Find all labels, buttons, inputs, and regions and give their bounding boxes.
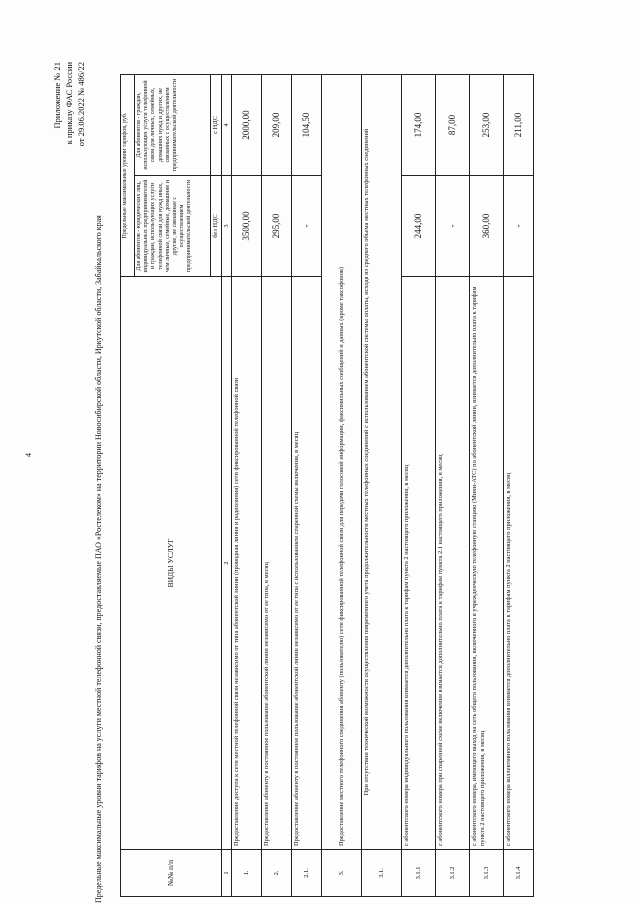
- value-vat-incl: 253,00: [470, 75, 504, 176]
- table-row: [322, 75, 362, 897]
- value-vat-incl: 209,00: [262, 75, 292, 176]
- row-text: Предоставление абоненту в постоянное пользование абонентской линии независимо от ее типа, в месяц: [262, 277, 292, 850]
- table-row: [232, 75, 262, 897]
- appendix-line1: Приложение № 21: [52, 62, 62, 129]
- value-vat-excl: -: [292, 176, 322, 277]
- table-row: [470, 75, 504, 897]
- value-vat-excl: -: [436, 176, 470, 277]
- table-row: [292, 75, 322, 897]
- value-vat-excl: -: [504, 176, 534, 277]
- appendix-line3: от 29.06.2022 № 486/22: [76, 62, 86, 147]
- index-cell: 4: [221, 75, 232, 176]
- header-limits: Предельные максимальные уровни тарифов, руб.: [121, 75, 135, 277]
- row-number: 3.1.3: [470, 850, 504, 897]
- value-vat-incl: 211,00: [504, 75, 534, 176]
- row-number: 2.1.: [292, 850, 322, 897]
- table-caption: Предельные максимальные уровни тарифов на услуги местной телефонной связи, предоставляемые ПАО «Ростелеком» на территории Новосибирской области, Иркутской области, Забайкальского края: [94, 215, 103, 903]
- value-vat-excl: 244,00: [402, 176, 436, 277]
- appendix-line2: к приказу ФАС России: [64, 62, 74, 145]
- row-text: с абонентского номера, имеющего выход на сеть общего пользования, включенного в учрежденческую телефонную станцию (Мини-АТС) по абонентской линии, взимается дополнительно плата к тарифам пункта 2 настоящего приложения, в месяц: [470, 277, 504, 850]
- row-text: Предоставление местного телефонного соединения абоненту (пользователю) сети фиксированной телефонной связи для передачи голосовой информации, факсимильных сообщений и данных (кроме таксофонов): [322, 75, 362, 850]
- header-vat-incl: с НДС: [211, 75, 222, 176]
- header-num: №№ п/п: [121, 850, 222, 897]
- table-row: [362, 75, 402, 897]
- value-vat-excl: 295,00: [262, 176, 292, 277]
- value-vat-incl: 2000,00: [232, 75, 262, 176]
- tariff-table: [120, 74, 534, 897]
- row-number: 1.: [232, 850, 262, 897]
- index-cell: 1: [221, 850, 232, 897]
- header-services: ВИДЫ УСЛУГ: [121, 277, 222, 850]
- row-text: Предоставление доступа к сети местной телефонной связи независимо от типа абонентской линии (проводная линия и радиолиния) сети фиксированной телефонной связи: [232, 277, 262, 850]
- value-vat-incl: 104,50: [292, 75, 322, 176]
- header-col-legal: Для абонентов - юридических лиц, индивидуальных предпринимателей и граждан, использующих услуги телефонной связи для нужд иных, чем личные, семейные, домашние и другие, не связанные с осуществлением предпринимательской деятельности: [135, 176, 211, 277]
- header-col-citizens: Для абонентов - граждан, использующих услуги телефонной связи для личных, семейных, домашних нужд и других, не связанных с осуществлением предпринимательской деятельности: [135, 75, 211, 176]
- table-row: [504, 75, 534, 897]
- header-vat-excl: без НДС: [211, 176, 222, 277]
- row-number: 3.1.1: [402, 850, 436, 897]
- value-vat-incl: 174,00: [402, 75, 436, 176]
- table-row: [262, 75, 292, 897]
- table-row: [402, 75, 436, 897]
- value-vat-excl: 3500,00: [232, 176, 262, 277]
- row-number: 3.1.4: [504, 850, 534, 897]
- page-number: 4: [24, 453, 33, 457]
- row-number: 2.: [262, 850, 292, 897]
- row-number: 3.1.: [362, 850, 402, 897]
- row-text: с абонентского номера индивидуального пользования взимается дополнительно плата к тарифам пункта 2 настоящего приложения, в месяц: [402, 277, 436, 850]
- row-text: с абонентского номера коллективного пользования взимается дополнительно плата к тарифам пункта 2 настоящего приложения, в месяц: [504, 277, 534, 850]
- index-cell: 2: [221, 277, 232, 850]
- index-cell: 3: [221, 176, 232, 277]
- row-text: При отсутствии технической возможности осуществления повременного учета продолжительности местных телефонных соединений с использованием абонентской системы оплаты, исходя из среднего объема местных телефонных соединений: [362, 75, 402, 850]
- row-text: Предоставление абоненту в постоянное пользование абонентской линии независимо от ее типа с использованием спаренной схемы включения, в месяц: [292, 277, 322, 850]
- table-row: [436, 75, 470, 897]
- row-number: 3.: [322, 850, 362, 897]
- row-number: 3.1.2: [436, 850, 470, 897]
- value-vat-excl: 360,00: [470, 176, 504, 277]
- row-text: с абонентского номера при спаренной схеме включения взимается дополнительно плата к тарифам пункта 2.1 настоящего приложения, в месяц: [436, 277, 470, 850]
- value-vat-incl: 87,00: [436, 75, 470, 176]
